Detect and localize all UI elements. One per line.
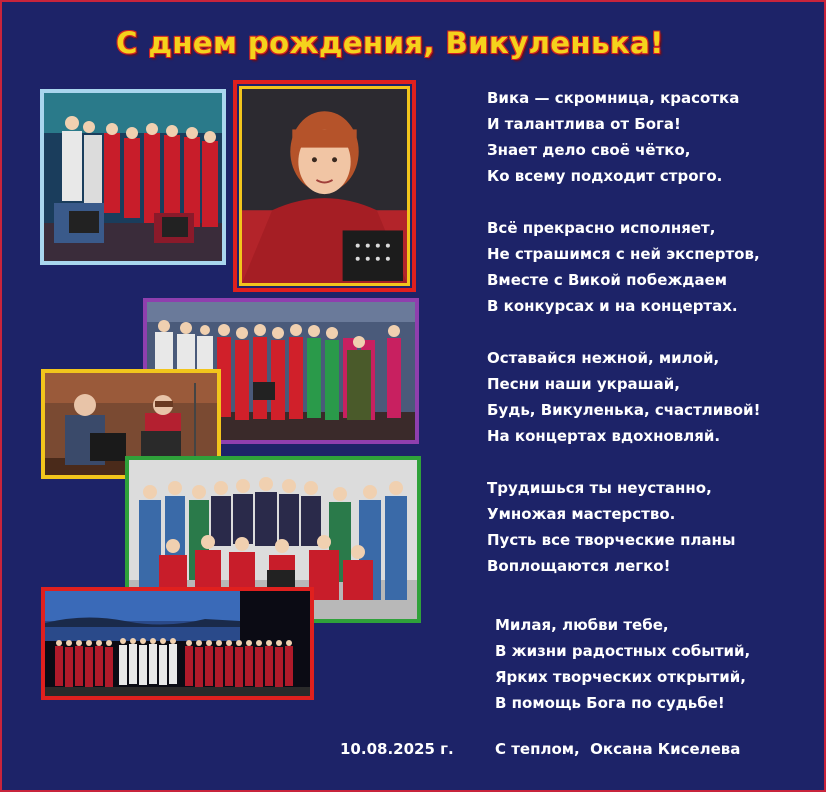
photo-concert-backdrop (41, 587, 314, 700)
poem-line: Вика — скромница, красотка (487, 89, 740, 107)
poem-line: Милая, любви тебе, (495, 616, 669, 634)
footer-date: 10.08.2025 г. (340, 740, 454, 758)
poem-line: В конкурсах и на концертах. (487, 297, 738, 315)
poem-line: Вместе с Викой побеждаем (487, 271, 728, 289)
poem-line: Умножая мастерство. (487, 505, 676, 523)
poem-line: Песни наши украшай, (487, 375, 680, 393)
poem-stanza (487, 345, 760, 449)
poem (487, 85, 760, 605)
footer-signature: С теплом, Оксана Киселева (495, 740, 741, 758)
poem-line: Ярких творческих открытий, (495, 668, 746, 686)
poem-line: Трудишься ты неустанно, (487, 479, 712, 497)
poem-stanza (487, 475, 760, 579)
poem-line: В помощь Бога по судьбе! (495, 694, 725, 712)
poem-stanza (487, 215, 760, 319)
poem-line: И талантлива от Бога! (487, 115, 681, 133)
poem-line: На концертах вдохновляй. (487, 427, 721, 445)
photo-ensemble-stage (40, 89, 226, 265)
poem-closing-stanza (495, 612, 750, 716)
poem-line: Оставайся нежной, милой, (487, 349, 720, 367)
poem-line: Ко всему подходит строго. (487, 167, 723, 185)
poem-line: Пусть все творческие планы (487, 531, 736, 549)
photo-portrait (233, 80, 416, 292)
poem-line: Не страшимся с ней экспертов, (487, 245, 760, 263)
page-title: С днем рождения, Викуленька! (116, 26, 664, 60)
poem-line: В жизни радостных событий, (495, 642, 751, 660)
poem-line: Будь, Викуленька, счастливой! (487, 401, 761, 419)
poem-line: Всё прекрасно исполняет, (487, 219, 716, 237)
poem-stanza (487, 85, 760, 189)
poem-line: Знает дело своё чётко, (487, 141, 691, 159)
poem-line: Воплощаются легко! (487, 557, 671, 575)
